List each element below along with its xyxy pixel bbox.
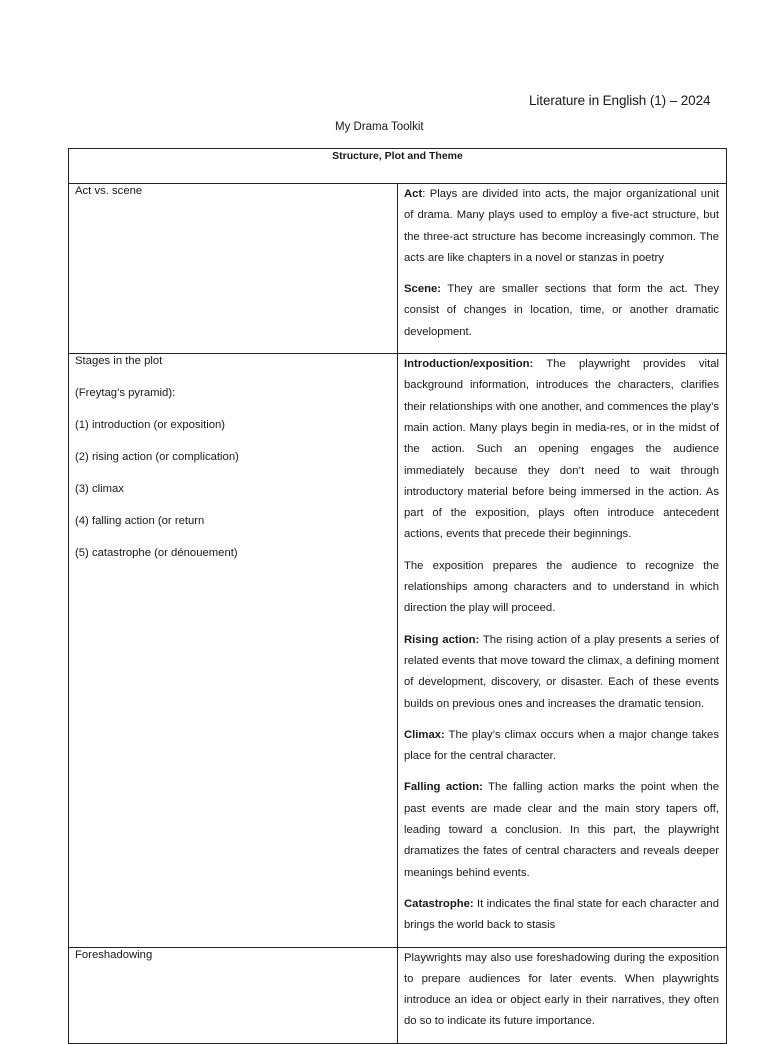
definition-text: The playwright provides vital background information, introduces the characters, clarifies their relationships with one another, and commences the play’s main action. Many plays begin in media-res, or in the midst of the action. Such an opening engages the audience immediately because they don’t need to wait through introductory material before being immersed in the action. As part of the exposition, plays often introduce antecedent actions, events that precede their beginnings. xyxy=(404,358,719,541)
definition-text: The falling action marks the point when the past events are made clear and the main story tapers off, leading toward a conclusion. In this part, the playwright dramatizes the fates of central characters and reveals deeper meanings behind events. xyxy=(404,781,719,879)
table-row-stages-in-plot xyxy=(69,354,727,947)
definition-text: It indicates the final state for each character and brings the world back to stasis xyxy=(404,897,719,932)
definition-paragraph xyxy=(404,556,719,620)
table-heading: Structure, Plot and Theme xyxy=(69,149,727,184)
definition-lead: Scene: xyxy=(404,283,442,296)
toolkit-title: My Drama Toolkit xyxy=(335,121,424,133)
definition-lead: Rising action: xyxy=(404,633,480,646)
definition-paragraph xyxy=(404,279,719,343)
definition-paragraph xyxy=(404,630,719,715)
definition-lead: Falling action: xyxy=(404,781,483,794)
definition-paragraph xyxy=(404,777,719,883)
definition-paragraph xyxy=(404,894,719,937)
definition-text: The rising action of a play presents a series of related events that move toward the climax, a defining moment of development, discovery, or disaster. Each of these events builds on previous ones and increases the dramatic tension. xyxy=(404,633,720,710)
definition-paragraph xyxy=(404,948,719,1033)
definition-paragraph xyxy=(404,184,719,269)
definition-lead: Act xyxy=(404,188,423,200)
drama-toolkit-table xyxy=(68,148,727,1044)
definition-text: Playwrights may also use foreshadowing during the exposition to prepare audiences for later events. When playwrights introduce an idea or object early in their narratives, they often do so to indicate its future importance. xyxy=(404,951,719,1028)
term-cell xyxy=(69,354,398,947)
definition-lead: Catastrophe: xyxy=(404,897,474,910)
definition-cell xyxy=(398,184,727,354)
term-line: (5) catastrophe (or dénouement) xyxy=(75,547,238,560)
term-cell xyxy=(69,184,398,354)
definition-lead: Climax: xyxy=(404,728,445,741)
definition-paragraph xyxy=(404,354,719,546)
term-label: Stages in the plot xyxy=(75,355,163,368)
term-label: Act vs. scene xyxy=(75,185,143,197)
term-line: (3) climax xyxy=(75,483,124,496)
definition-text: The play’s climax occurs when a major change takes place for the central character. xyxy=(404,728,719,763)
definition-text: They are smaller sections that form the act. They consist of changes in location, time, or another dramatic development. xyxy=(404,283,719,338)
table-row-foreshadowing xyxy=(69,947,727,1043)
definition-lead: Introduction/exposition: xyxy=(404,358,534,371)
definition-text: : Plays are divided into acts, the major organizational unit of drama. Many plays used to employ a five-act structure, but the three-act structure has become increasingly common. The acts are like chapters in a novel or stanzas in poetry xyxy=(404,188,719,264)
term-label: Foreshadowing xyxy=(75,948,153,961)
definition-text: The exposition prepares the audience to recognize the relationships among characters and to understand in which direction the play will proceed. xyxy=(404,559,719,615)
table-header-row xyxy=(69,149,727,184)
term-line: (2) rising action (or complication) xyxy=(75,451,239,464)
course-title: Literature in English (1) – 2024 xyxy=(529,93,711,108)
term-line: (4) falling action (or return xyxy=(75,515,205,528)
definition-cell xyxy=(398,947,727,1043)
term-line: (Freytag’s pyramid): xyxy=(75,387,176,400)
term-line: (1) introduction (or exposition) xyxy=(75,419,226,432)
definition-paragraph xyxy=(404,725,719,768)
definition-cell xyxy=(398,354,727,947)
table-row-act-vs-scene xyxy=(69,184,727,354)
term-cell xyxy=(69,947,398,1043)
